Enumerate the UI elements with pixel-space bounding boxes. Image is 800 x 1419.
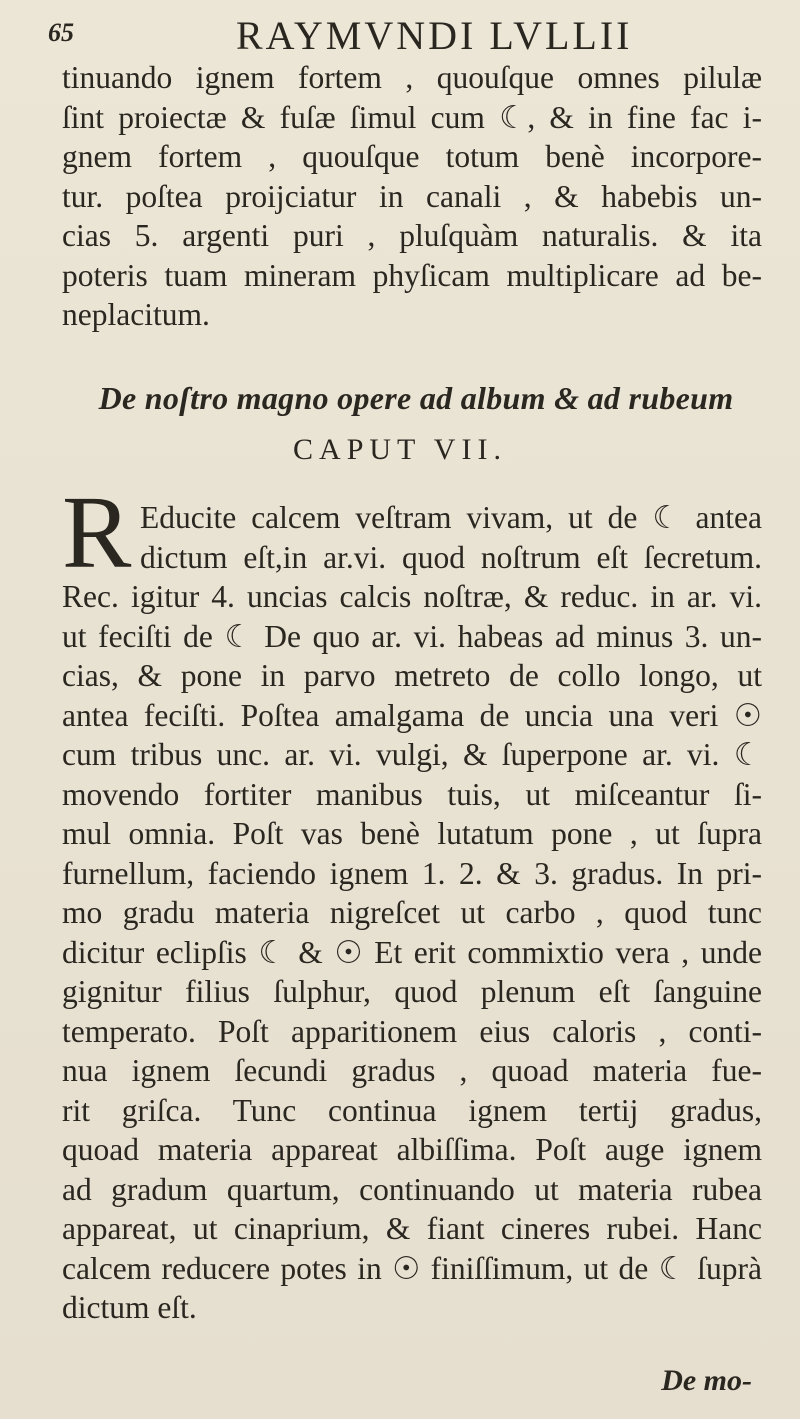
text-line: ut feciſti de ☾ De quo ar. vi. habeas ad minus 3. un- <box>62 618 762 654</box>
text-line: appareat, ut cinaprium, & fiant cineres rubei. Hanc <box>62 1211 762 1246</box>
text-line: calcem reducere potes in ☉ finiſſimum, ut de ☾ ſuprà <box>62 1250 762 1286</box>
text-line: rit griſca. Tunc continua ignem tertij gradus, <box>62 1092 762 1128</box>
text-line: gignitur filius ſulphur, quod plenum eſt ſanguine <box>62 974 762 1009</box>
text-line: nua ignem ſecundi gradus , quoad materia fue- <box>62 1053 762 1088</box>
text-line: dicitur eclipſis ☾ & ☉ Et erit commixtio vera , unde <box>62 934 762 970</box>
text-line: cum tribus unc. ar. vi. vulgi, & ſuperpone ar. vi. ☾ <box>62 737 762 772</box>
text-line: antea feciſti. Poſtea amalgama de uncia una veri ☉ <box>62 697 762 733</box>
text-line: cias 5. argenti puri , pluſquàm naturalis. & ita <box>62 218 762 253</box>
text-line: poteris tuam mineram phyſicam multiplicare ad be- <box>62 257 762 293</box>
chapter-heading: CAPUT VII. <box>293 433 507 466</box>
text-line: tinuando ignem fortem , quouſque omnes pilulæ <box>62 60 762 95</box>
text-line: ad gradum quartum, continuando ut materia rubea <box>62 1171 762 1207</box>
text-line: neplacitum. <box>62 297 210 332</box>
text-line: gnem fortem , quouſque totum benè incorpore- <box>62 139 762 174</box>
drop-cap: R <box>62 475 132 590</box>
text-line: cias, & pone in parvo metreto de collo longo, ut <box>62 658 762 693</box>
page-number: 65 <box>48 18 74 47</box>
text-line: furnellum, faciendo ignem 1. 2. & 3. gradus. In pri- <box>62 855 762 891</box>
text-line: Rec. igitur 4. uncias calcis noſtræ, & reduc. in ar. vi. <box>62 579 762 614</box>
text-line: mul omnia. Poſt vas benè lutatum pone , ut ſupra <box>62 816 762 851</box>
page-header <box>48 10 760 56</box>
text-line: Educite calcem veſtram vivam, ut de ☾ antea <box>140 500 762 535</box>
text-line: dictum eſt,in ar.vi. quod noſtrum eſt ſecretum. <box>140 539 762 575</box>
text-line: quoad materia appareat albiſſima. Poſt auge ignem <box>62 1132 762 1167</box>
text-line: mo gradu materia nigreſcet ut carbo , quod tunc <box>62 895 762 930</box>
text-line: temperato. Poſt apparitionem eius caloris , conti- <box>62 1013 762 1049</box>
paragraph-continuation <box>62 58 762 335</box>
text-line: tur. poſtea proijciatur in canali , & habebis un- <box>62 178 762 214</box>
text-line: ſint proiectæ & fuſæ ſimul cum ☾, & in fine fac i- <box>62 99 762 135</box>
running-head: RAYMVNDI LVLLII <box>236 13 633 58</box>
chapter-paragraph <box>62 498 762 1328</box>
text-line: movendo fortiter manibus tuis, ut miſceantur ſi- <box>62 776 762 812</box>
text-line: dictum eſt. <box>62 1290 197 1325</box>
catchword: De mo- <box>661 1364 752 1397</box>
section-title: De noſtro magno opere ad album & ad rubeum <box>98 380 734 416</box>
